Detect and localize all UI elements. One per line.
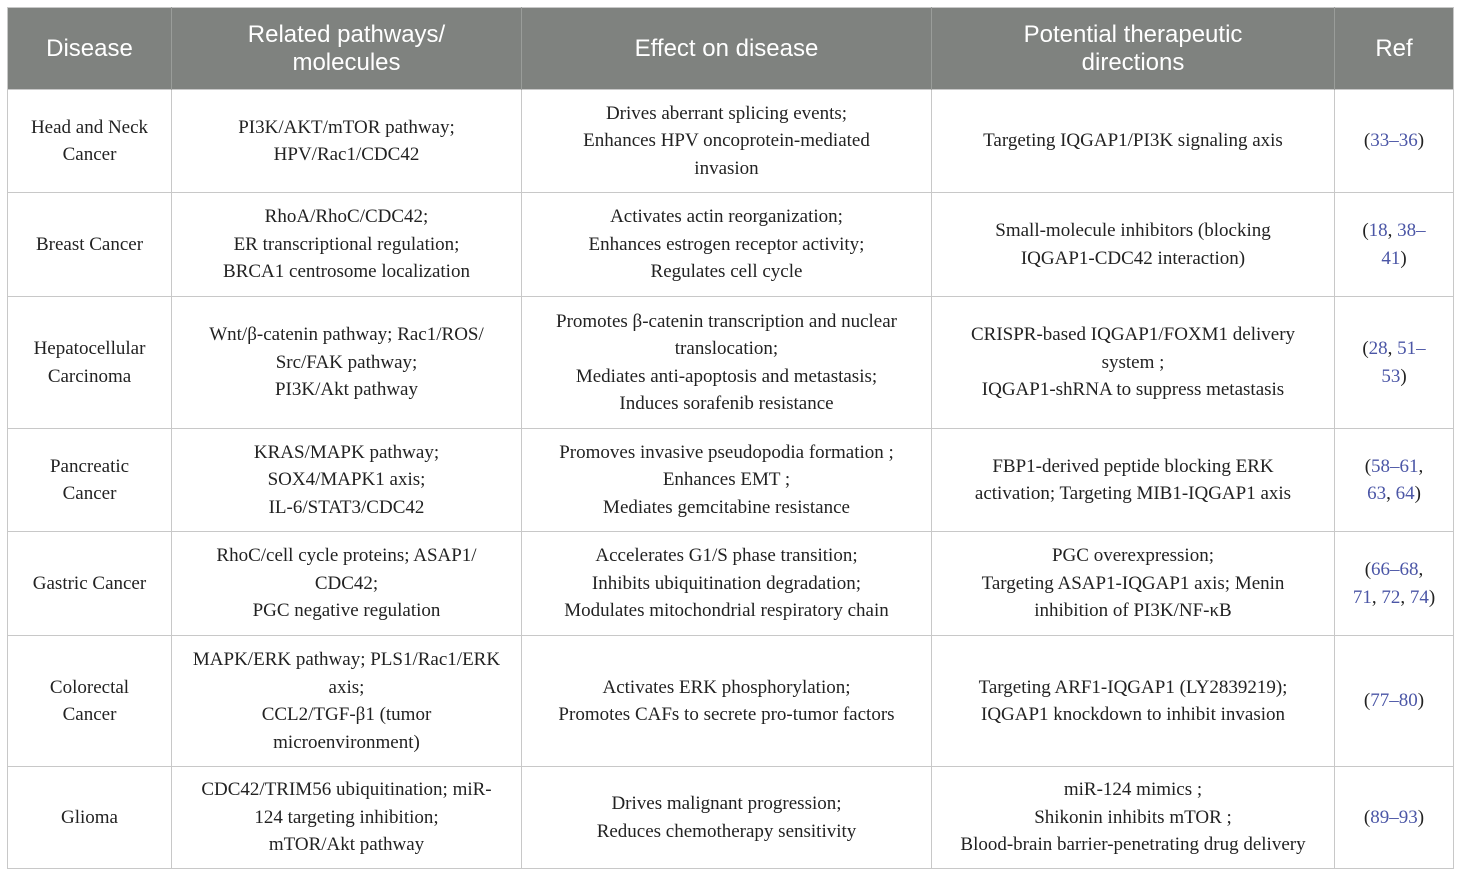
cell-line: Enhances estrogen receptor activity;	[588, 233, 865, 255]
ref-punctuation: ,	[1387, 220, 1398, 241]
ref-line	[1347, 480, 1441, 508]
reference-link[interactable]: 53	[1381, 365, 1401, 387]
cell-line: translocation;	[674, 338, 779, 359]
cell-line: IQGAP1-shRNA to suppress metastasis	[981, 379, 1285, 401]
ref-punctuation: )	[1400, 365, 1407, 387]
therapy-cell	[932, 90, 1335, 193]
ref-line	[1347, 556, 1441, 584]
cell-line: Regulates cell cycle	[650, 261, 803, 283]
ref-cell	[1335, 193, 1454, 297]
disease-cell	[8, 532, 172, 636]
reference-link[interactable]: 33–36	[1370, 130, 1418, 152]
header-therapy	[932, 8, 1335, 90]
effect-cell	[522, 767, 932, 869]
cell-line: Cancer	[62, 704, 117, 725]
header-row	[8, 8, 1454, 90]
ref-punctuation: (	[1364, 559, 1372, 580]
ref-punctuation: )	[1414, 483, 1421, 504]
cell-line: inhibition of PI3K/NF-κB	[1034, 600, 1232, 622]
cell-line: Mediates anti-apoptosis and metastasis;	[575, 365, 878, 387]
table-row	[8, 532, 1454, 636]
effect-cell	[522, 429, 932, 532]
disease-cell	[8, 297, 172, 429]
header-effect	[522, 8, 932, 90]
table-row	[8, 767, 1454, 869]
table-row	[8, 636, 1454, 767]
ref-line	[1347, 363, 1441, 391]
cell-line: Inhibits ubiquitination degradation;	[591, 572, 862, 594]
effect-cell	[522, 90, 932, 193]
cell-line: miR-124 mimics ;	[1063, 779, 1203, 801]
header-pathways	[172, 8, 522, 90]
table-row	[8, 90, 1454, 193]
ref-line	[1347, 127, 1441, 155]
ref-punctuation: (	[1364, 455, 1372, 477]
cell-line: Targeting ARF1-IQGAP1 (LY2839219);	[978, 676, 1288, 698]
reference-link[interactable]: 58–61	[1371, 455, 1419, 477]
cell-line: CDC42;	[314, 572, 379, 594]
header-line: directions	[1081, 48, 1185, 76]
cell-line: Modulates mitochondrial respiratory chain	[564, 600, 889, 622]
reference-link[interactable]: 18	[1368, 220, 1388, 241]
table-body	[8, 90, 1454, 869]
reference-link[interactable]: 38–	[1397, 220, 1426, 241]
header-line: Potential therapeutic	[1023, 20, 1243, 48]
header-line: Disease	[46, 34, 133, 62]
reference-link[interactable]: 71	[1352, 586, 1372, 608]
therapy-cell	[932, 767, 1335, 869]
cell-line: IQGAP1-CDC42 interaction)	[1020, 247, 1246, 269]
cell-line: Promotes β-catenin transcription and nuclear	[556, 310, 897, 332]
ref-cell	[1335, 532, 1454, 636]
reference-link[interactable]: 28	[1368, 338, 1388, 359]
cell-line: Wnt/β-catenin pathway; Rac1/ROS/	[209, 324, 484, 346]
cell-line: Drives aberrant splicing events;	[605, 102, 848, 124]
cell-line: Glioma	[61, 806, 118, 828]
cell-line: PI3K/AKT/mTOR pathway;	[238, 116, 455, 138]
ref-punctuation: (	[1363, 690, 1371, 712]
disease-table	[7, 7, 1454, 869]
ref-punctuation: )	[1428, 586, 1436, 608]
reference-link[interactable]: 72	[1381, 586, 1401, 608]
cell-line: Shikonin inhibits mTOR ;	[1034, 806, 1232, 828]
cell-line: Enhances EMT ;	[662, 469, 791, 491]
cell-line: Colorectal	[49, 676, 130, 698]
pathways-cell	[172, 297, 522, 429]
pathways-cell	[172, 532, 522, 636]
cell-line: CDC42/TRIM56 ubiquitination; miR-	[201, 779, 492, 801]
cell-line: mTOR/Akt pathway	[268, 834, 425, 856]
effect-cell	[522, 532, 932, 636]
cell-line: Activates actin reorganization;	[610, 206, 843, 228]
ref-punctuation: )	[1417, 130, 1425, 152]
ref-punctuation: ,	[1418, 559, 1424, 580]
ref-cell	[1335, 297, 1454, 429]
cell-line: Head and Neck	[30, 116, 149, 138]
cell-line: PGC negative regulation	[252, 600, 441, 622]
ref-line	[1347, 453, 1441, 481]
ref-line	[1347, 217, 1441, 245]
table-row	[8, 429, 1454, 532]
cell-line: Src/FAK pathway;	[275, 351, 418, 373]
header-ref	[1335, 8, 1454, 90]
table-row	[8, 297, 1454, 429]
cell-line: CCL2/TGF-β1 (tumor	[261, 704, 432, 725]
ref-line	[1347, 687, 1441, 715]
cell-line: Hepatocellular	[33, 338, 146, 359]
ref-punctuation: ,	[1371, 586, 1382, 608]
ref-punctuation: )	[1417, 690, 1425, 712]
cell-line: IQGAP1 knockdown to inhibit invasion	[981, 704, 1285, 725]
disease-cell	[8, 767, 172, 869]
cell-line: Promotes CAFs to secrete pro-tumor factors	[558, 704, 895, 725]
cell-line: ER transcriptional regulation;	[233, 233, 460, 255]
ref-punctuation: (	[1363, 130, 1371, 152]
cell-line: KRAS/MAPK pathway;	[253, 441, 440, 463]
ref-cell	[1335, 767, 1454, 869]
header-disease	[8, 8, 172, 90]
ref-punctuation: ,	[1387, 338, 1398, 359]
ref-cell	[1335, 90, 1454, 193]
reference-link[interactable]: 41	[1381, 247, 1401, 269]
therapy-cell	[932, 193, 1335, 297]
effect-cell	[522, 193, 932, 297]
cell-line: Targeting IQGAP1/PI3K signaling axis	[983, 130, 1283, 152]
cell-line: Promoves invasive pseudopodia formation ;	[559, 441, 894, 463]
cell-line: Mediates gemcitabine resistance	[603, 496, 850, 518]
ref-punctuation: ,	[1400, 586, 1410, 608]
reference-link[interactable]: 64	[1395, 483, 1415, 504]
cell-line: axis;	[328, 676, 365, 698]
effect-cell	[522, 636, 932, 767]
ref-cell	[1335, 429, 1454, 532]
header-line: Ref	[1375, 34, 1413, 62]
pathways-cell	[172, 193, 522, 297]
disease-cell	[8, 429, 172, 532]
ref-punctuation: )	[1417, 806, 1425, 828]
therapy-cell	[932, 429, 1335, 532]
cell-line: IL-6/STAT3/CDC42	[268, 496, 425, 518]
therapy-cell	[932, 636, 1335, 767]
cell-line: microenvironment)	[273, 731, 420, 753]
ref-punctuation: ,	[1386, 483, 1396, 504]
ref-cell	[1335, 636, 1454, 767]
reference-link[interactable]: 74	[1409, 586, 1429, 608]
cell-line: Gastric Cancer	[32, 572, 147, 594]
ref-line	[1347, 245, 1441, 273]
cell-line: BRCA1 centrosome localization	[223, 261, 470, 283]
pathways-cell	[172, 429, 522, 532]
cell-line: Activates ERK phosphorylation;	[602, 676, 851, 698]
reference-link[interactable]: 77–80	[1370, 690, 1418, 712]
cell-line: MAPK/ERK pathway; PLS1/Rac1/ERK	[192, 649, 501, 670]
ref-punctuation: )	[1400, 247, 1407, 269]
cell-line: Cancer	[62, 483, 117, 504]
cell-line: Reduces chemotherapy sensitivity	[596, 820, 857, 842]
table-header	[8, 8, 1454, 90]
header-line: molecules	[292, 48, 401, 76]
cell-line: Breast Cancer	[35, 233, 144, 255]
cell-line: Small-molecule inhibitors (blocking	[995, 220, 1271, 241]
cell-line: Enhances HPV oncoprotein-mediated	[583, 130, 870, 152]
ref-punctuation: (	[1362, 338, 1369, 359]
reference-link[interactable]: 66–68	[1371, 559, 1419, 580]
therapy-cell	[932, 297, 1335, 429]
cell-line: Pancreatic	[49, 455, 130, 477]
reference-link[interactable]: 51–	[1397, 338, 1426, 359]
pathways-cell	[172, 636, 522, 767]
pathways-cell	[172, 90, 522, 193]
cell-line: Drives malignant progression;	[611, 793, 842, 814]
header-line: Related pathways/	[247, 20, 446, 48]
cell-line: RhoA/RhoC/CDC42;	[264, 206, 429, 228]
disease-cell	[8, 636, 172, 767]
ref-line	[1347, 584, 1441, 612]
table-row	[8, 193, 1454, 297]
header-line: Effect on disease	[634, 34, 819, 62]
ref-punctuation: (	[1363, 806, 1371, 828]
cell-line: Induces sorafenib resistance	[619, 393, 834, 414]
cell-line: Cancer	[62, 144, 117, 165]
cell-line: invasion	[694, 157, 759, 179]
therapy-cell	[932, 532, 1335, 636]
ref-line	[1347, 335, 1441, 363]
ref-punctuation: ,	[1418, 455, 1424, 477]
disease-cell	[8, 90, 172, 193]
cell-line: system ;	[1101, 351, 1165, 373]
cell-line: activation; Targeting MIB1-IQGAP1 axis	[974, 483, 1292, 504]
cell-line: CRISPR-based IQGAP1/FOXM1 delivery	[970, 324, 1296, 346]
pathways-cell	[172, 767, 522, 869]
cell-line: Blood-brain barrier-penetrating drug delivery	[960, 834, 1306, 856]
cell-line: 124 targeting inhibition;	[254, 806, 439, 828]
cell-line: RhoC/cell cycle proteins; ASAP1/	[216, 545, 477, 567]
cell-line: Carcinoma	[47, 365, 132, 387]
disease-cell	[8, 193, 172, 297]
cell-line: Targeting ASAP1-IQGAP1 axis; Menin	[981, 572, 1285, 594]
reference-link[interactable]: 89–93	[1370, 806, 1418, 828]
cell-line: Accelerates G1/S phase transition;	[595, 545, 858, 567]
cell-line: SOX4/MAPK1 axis;	[267, 469, 426, 491]
cell-line: PGC overexpression;	[1051, 545, 1214, 567]
reference-link[interactable]: 63	[1367, 483, 1387, 504]
ref-line	[1347, 804, 1441, 832]
cell-line: PI3K/Akt pathway	[274, 379, 418, 401]
effect-cell	[522, 297, 932, 429]
cell-line: HPV/Rac1/CDC42	[273, 144, 420, 165]
ref-punctuation: (	[1362, 220, 1369, 241]
cell-line: FBP1-derived peptide blocking ERK	[992, 455, 1274, 477]
